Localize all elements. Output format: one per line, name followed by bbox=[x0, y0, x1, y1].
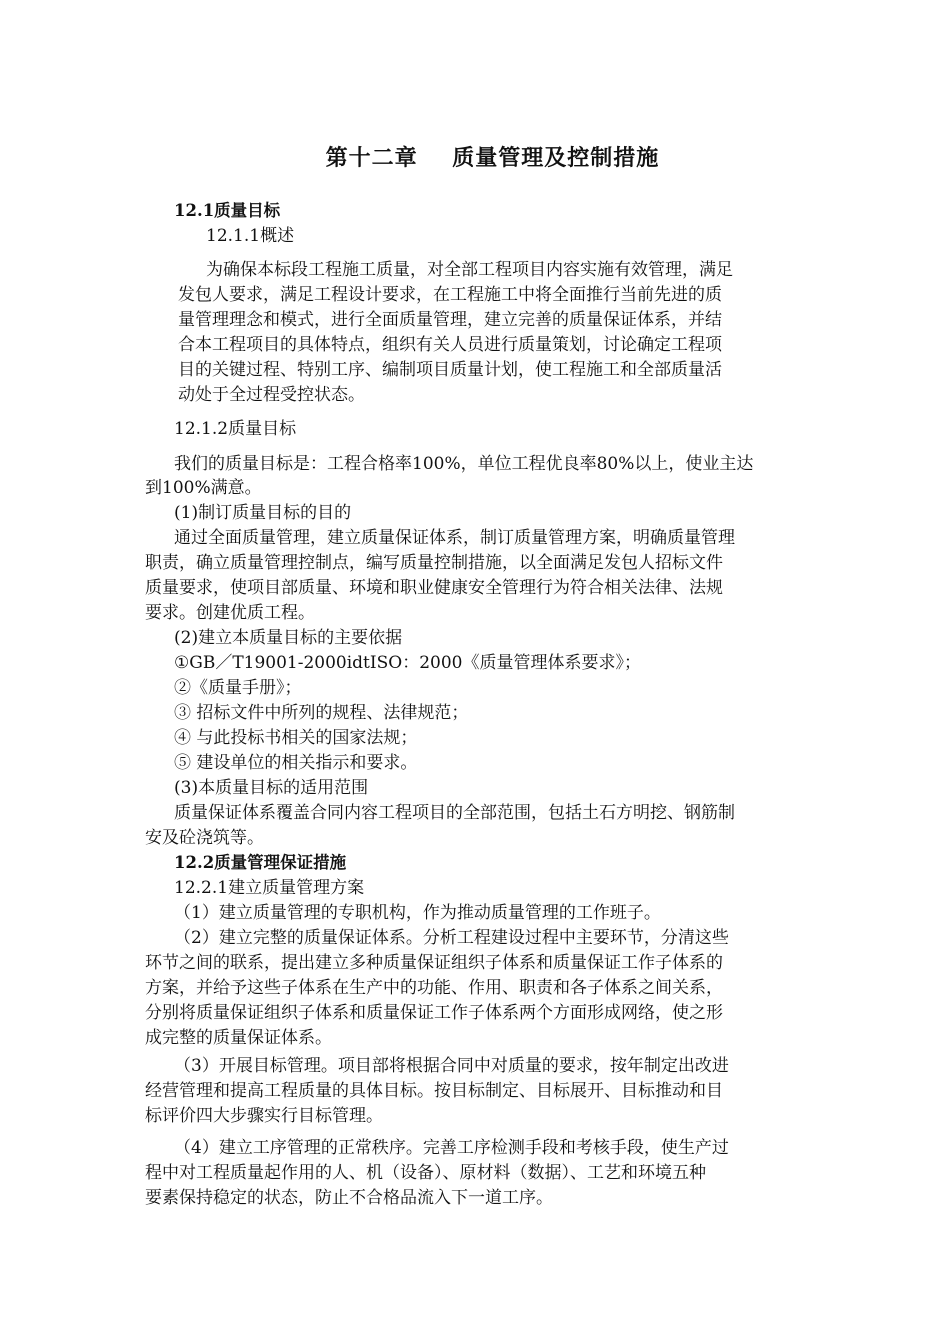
overview-line: 动处于全过程受控状态。 bbox=[178, 385, 365, 405]
item-1-line: 职责，确立质量管理控制点，编写质量控制措施，以全面满足发包人招标文件 bbox=[145, 553, 723, 573]
quality-target-line: 我们的质量目标是：工程合格率100%，单位工程优良率80%以上，使业主达 bbox=[174, 454, 754, 474]
measure-2-line: 成完整的质量保证体系。 bbox=[145, 1028, 332, 1048]
section-heading-12-1: 12.1质量目标 bbox=[174, 201, 281, 220]
overview-line: 为确保本标段工程施工质量，对全部工程项目内容实施有效管理，满足 bbox=[206, 260, 733, 280]
overview-line: 发包人要求，满足工程设计要求，在工程施工中将全面推行当前先进的质 bbox=[178, 285, 722, 305]
basis-list-item: ⑤ 建设单位的相关指示和要求。 bbox=[174, 753, 418, 773]
item-1-line: 质量要求，使项目部质量、环境和职业健康安全管理行为符合相关法律、法规 bbox=[145, 578, 723, 598]
overview-line: 量管理理念和模式，进行全面质量管理，建立完善的质量保证体系，并结 bbox=[178, 310, 722, 330]
item-3-heading: (3)本质量目标的适用范围 bbox=[174, 778, 369, 798]
measure-2-line: 环节之间的联系，提出建立多种质量保证组织子体系和质量保证工作子体系的 bbox=[145, 953, 723, 973]
measure-4-line: （4）建立工序管理的正常秩序。完善工序检测手段和考核手段，使生产过 bbox=[174, 1138, 729, 1158]
measure-1-line: （1）建立质量管理的专职机构，作为推动质量管理的工作班子。 bbox=[174, 903, 661, 923]
basis-list-item: ④ 与此投标书相关的国家法规； bbox=[174, 728, 418, 748]
item-3-line: 质量保证体系覆盖合同内容工程项目的全部范围，包括土石方明挖、钢筋制 bbox=[174, 803, 735, 823]
item-1-line: 要求。创建优质工程。 bbox=[145, 603, 315, 623]
item-2-heading: (2)建立本质量目标的主要依据 bbox=[174, 628, 403, 648]
overview-line: 合本工程项目的具体特点，组织有关人员进行质量策划，讨论确定工程项 bbox=[178, 335, 722, 355]
measure-3-line: 标评价四大步骤实行目标管理。 bbox=[145, 1106, 383, 1126]
section-heading-12-2: 12.2质量管理保证措施 bbox=[174, 853, 347, 872]
subsection-heading-12-2-1: 12.2.1建立质量管理方案 bbox=[174, 878, 365, 898]
measure-2-line: 方案，并给予这些子体系在生产中的功能、作用、职责和各子体系之间关系， bbox=[145, 978, 723, 998]
measure-4-line: 程中对工程质量起作用的人、机（设备）、原材料（数据）、工艺和环境五种 bbox=[145, 1163, 706, 1183]
measure-2-line: （2）建立完整的质量保证体系。分析工程建设过程中主要环节，分清这些 bbox=[174, 928, 729, 948]
measure-2-line: 分别将质量保证组织子体系和质量保证工作子体系两个方面形成网络，使之形 bbox=[145, 1003, 723, 1023]
basis-list-item: ②《质量手册》； bbox=[174, 678, 302, 698]
item-1-heading: (1)制订质量目标的目的 bbox=[174, 503, 352, 523]
basis-list-item: ③ 招标文件中所列的规程、法律规范； bbox=[174, 703, 469, 723]
subsection-heading-12-1-2: 12.1.2质量目标 bbox=[174, 419, 297, 439]
measure-3-line: （3）开展目标管理。项目部将根据合同中对质量的要求，按年制定出改进 bbox=[174, 1056, 729, 1076]
measure-4-line: 要素保持稳定的状态，防止不合格品流入下一道工序。 bbox=[145, 1188, 553, 1208]
measure-3-line: 经营管理和提高工程质量的具体目标。按目标制定、目标展开、目标推动和目 bbox=[145, 1081, 723, 1101]
subsection-heading-12-1-1: 12.1.1概述 bbox=[206, 226, 295, 246]
basis-list-item: ①GB／T19001-2000idtISO：2000《质量管理体系要求》； bbox=[174, 653, 641, 673]
chapter-title: 第十二章 质量管理及控制措施 bbox=[325, 145, 660, 171]
quality-target-line: 到100%满意。 bbox=[145, 478, 262, 498]
item-3-line: 安及砼浇筑等。 bbox=[145, 828, 264, 848]
overview-line: 目的关键过程、特别工序、编制项目质量计划，使工程施工和全部质量活 bbox=[178, 360, 722, 380]
item-1-line: 通过全面质量管理，建立质量保证体系，制订质量管理方案，明确质量管理 bbox=[174, 528, 735, 548]
